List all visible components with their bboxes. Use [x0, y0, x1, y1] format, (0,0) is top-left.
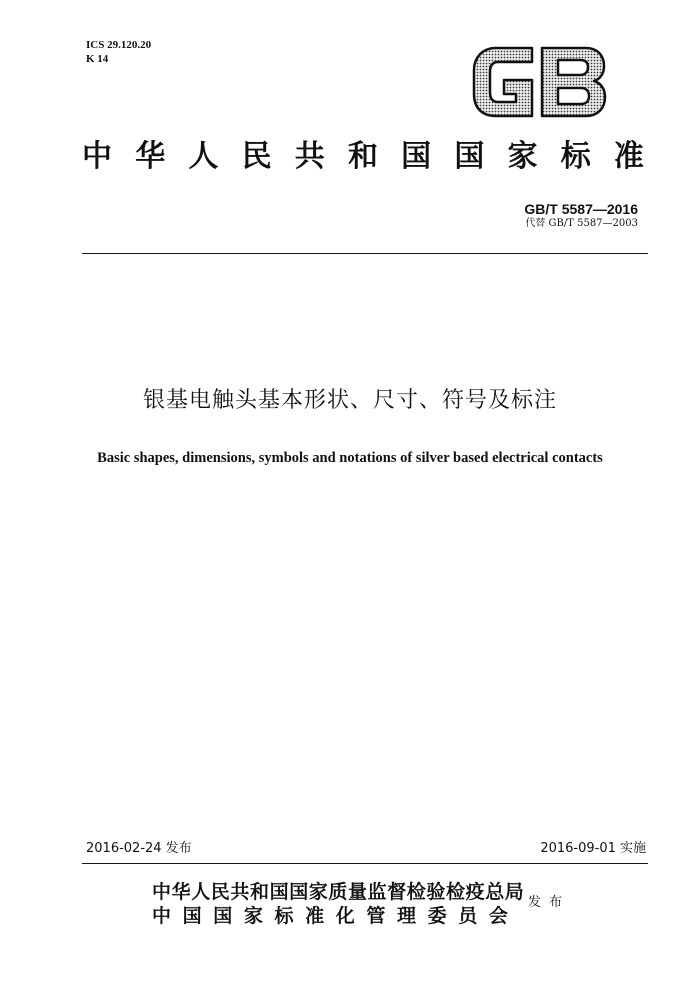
- footer-divider: [82, 863, 648, 864]
- issue-date: 2016-02-24 发布: [86, 841, 192, 856]
- ccs-code: K 14: [86, 53, 109, 65]
- issuer-char: 化: [335, 905, 355, 927]
- implementation-date: 2016-09-01 实施: [540, 841, 646, 856]
- issuer-char: 理: [397, 905, 417, 927]
- heading-char: 国: [454, 139, 485, 174]
- heading-char: 共: [294, 139, 325, 174]
- heading-char: 国: [401, 139, 432, 174]
- heading-char: 标: [560, 139, 591, 174]
- issuer-char: 国: [182, 905, 202, 927]
- heading-char: 准: [613, 139, 644, 174]
- issuer-char: 标: [274, 905, 294, 927]
- issuer-aqsiq: 中华人民共和国国家质量监督检验检疫总局: [152, 881, 525, 903]
- issuer-char: 国: [213, 905, 233, 927]
- issuer-char: 会: [488, 905, 508, 927]
- replaced-standard: 代替 GB/T 5587—2003: [525, 218, 638, 229]
- standard-number: GB/T 5587—2016: [524, 201, 638, 217]
- issuer-char: 家: [243, 905, 263, 927]
- heading-char: 和: [347, 139, 378, 174]
- issuer-char: 中: [152, 905, 172, 927]
- gb-standard-logo: [470, 44, 608, 120]
- issuer-char: 管: [366, 905, 386, 927]
- issuer-char: 员: [458, 905, 478, 927]
- document-title-chinese: 银基电触头基本形状、尺寸、符号及标注: [142, 388, 557, 413]
- heading-char: 民: [241, 139, 272, 174]
- issuer-sac: [152, 904, 508, 928]
- issuer-char: 准: [305, 905, 325, 927]
- header-divider: [82, 253, 648, 254]
- ics-code: ICS 29.120.20: [86, 39, 152, 51]
- heading-char: 华: [135, 139, 166, 174]
- heading-char: 家: [507, 139, 538, 174]
- national-standard-heading: [82, 136, 644, 178]
- issuer-char: 委: [427, 905, 447, 927]
- document-title-english: Basic shapes, dimensions, symbols and notations of silver based electrical contacts: [97, 450, 603, 466]
- publish-label: 发布: [528, 895, 571, 910]
- classification-codes: [86, 38, 151, 66]
- heading-char: 人: [188, 139, 219, 174]
- heading-char: 中: [82, 139, 112, 174]
